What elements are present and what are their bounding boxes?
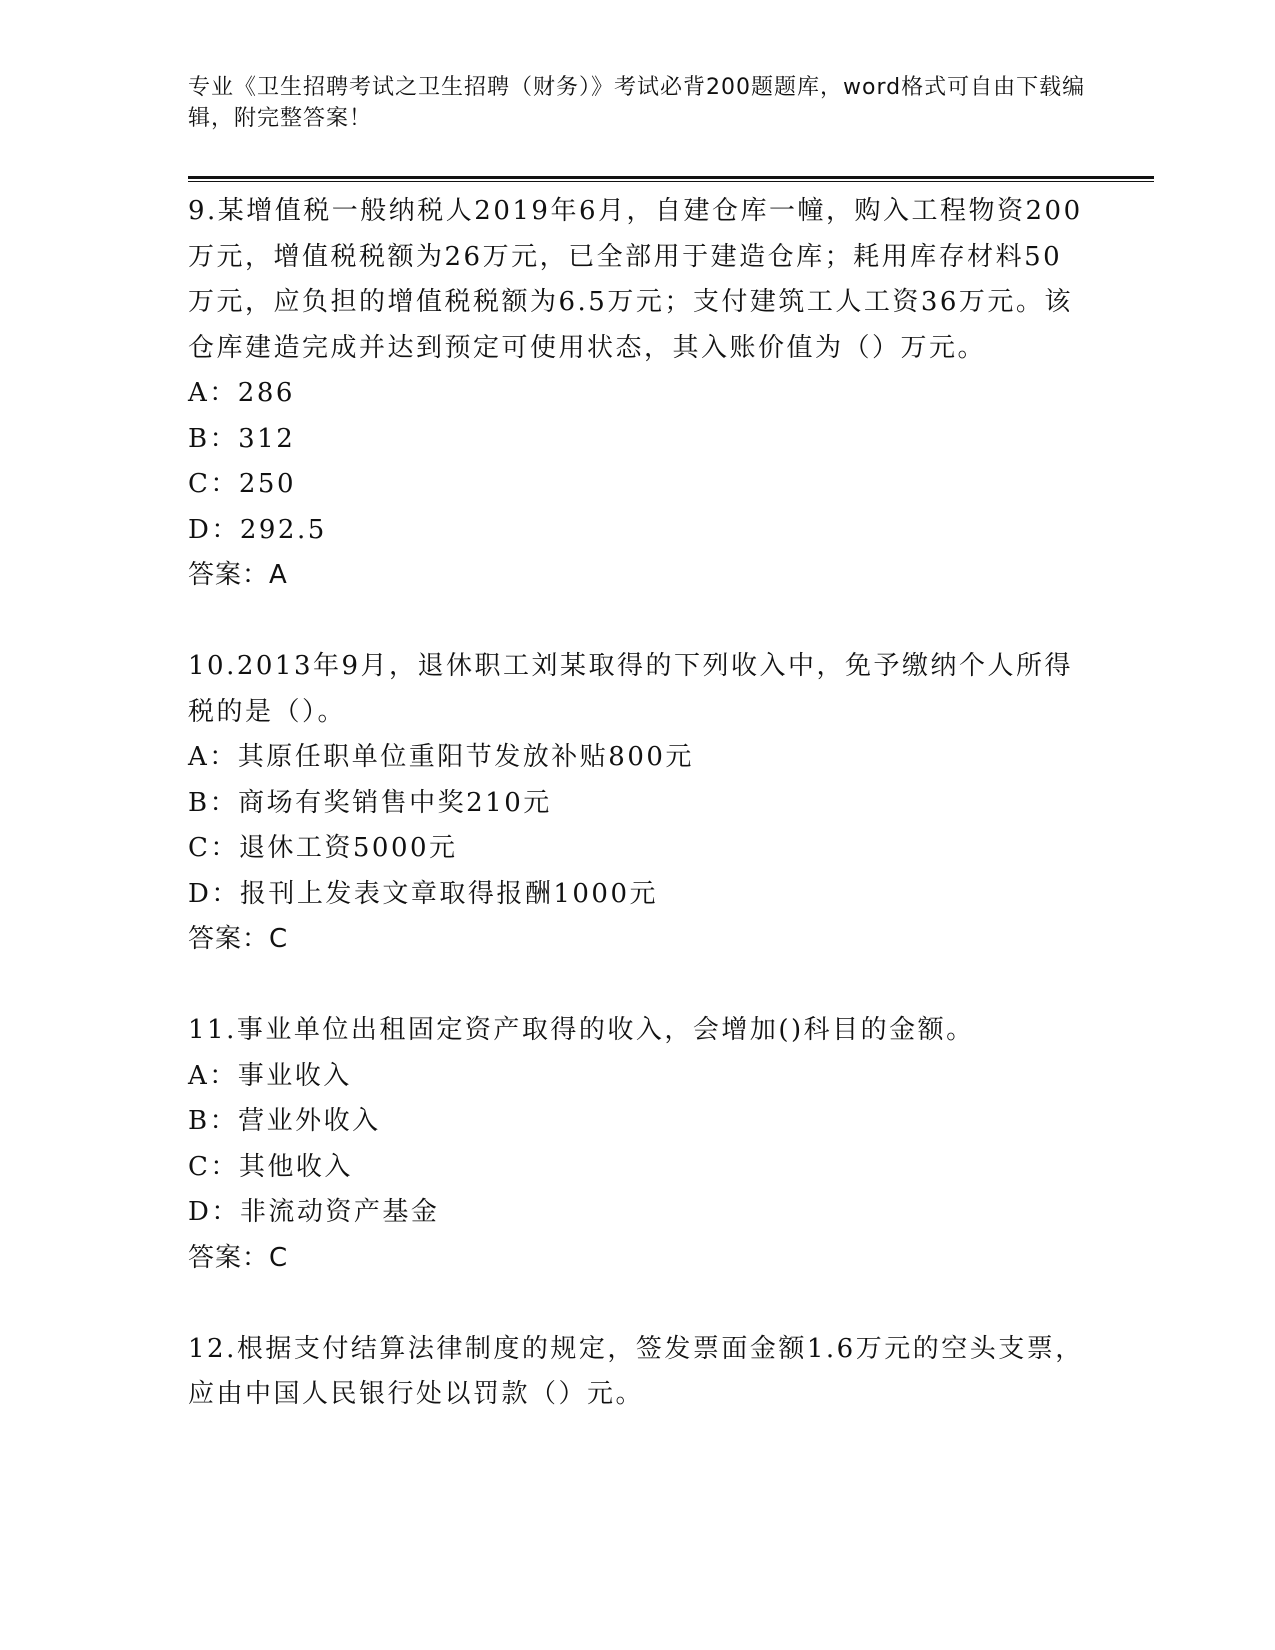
question-spacer [188,963,1088,1009]
header-divider-thin [188,181,1154,182]
question-stem: 10.2013年9月，退休职工刘某取得的下列收入中，免予缴纳个人所得税的是（）。 [188,651,1074,727]
option-a: A：事业收入 [188,1060,352,1091]
option-d: D：非流动资产基金 [188,1197,440,1227]
option-b: B：营业外收入 [188,1106,381,1136]
question-12 [188,1327,1088,1418]
option-c: C：250 [188,469,297,499]
option-a: A：286 [188,378,295,408]
document-header: 专业《卫生招聘考试之卫生招聘（财务）》考试必背200题题库，word格式可自由下载编辑，附完整答案！ [188,75,1086,131]
answer-line: 答案：C [188,924,289,954]
option-c: C：其他收入 [188,1151,353,1182]
question-10 [188,644,1088,963]
question-list [188,189,1088,1418]
option-d: D：292.5 [188,514,327,545]
question-spacer [188,1281,1088,1327]
option-a: A：其原任职单位重阳节发放补贴800元 [188,742,694,772]
option-d: D：报刊上发表文章取得报酬1000元 [188,878,659,909]
answer-line: 答案：C [188,1242,289,1273]
option-b: B：商场有奖销售中奖210元 [188,787,552,818]
question-9 [188,189,1088,599]
option-c: C：退休工资5000元 [188,833,458,863]
option-b: B：312 [188,423,296,454]
header-divider-thick [188,176,1154,179]
question-11 [188,1008,1088,1281]
question-spacer [188,599,1088,645]
question-stem: 12.根据支付结算法律制度的规定，签发票面金额1.6万元的空头支票，应由中国人民银行处以罚款（）元。 [188,1333,1084,1409]
question-stem: 11.事业单位出租固定资产取得的收入，会增加()科目的金额。 [188,1015,975,1045]
question-stem: 9.某增值税一般纳税人2019年6月，自建仓库一幢，购入工程物资200万元，增值税税额为26万元，已全部用于建造仓库；耗用库存材料50万元，应负担的增值税税额为6.5万元；支付建筑工人工资36万元。该仓库建造完成并达到预定可使用状态，其入账价值为（）万元。 [188,196,1083,363]
answer-line: 答案：A [188,560,288,590]
